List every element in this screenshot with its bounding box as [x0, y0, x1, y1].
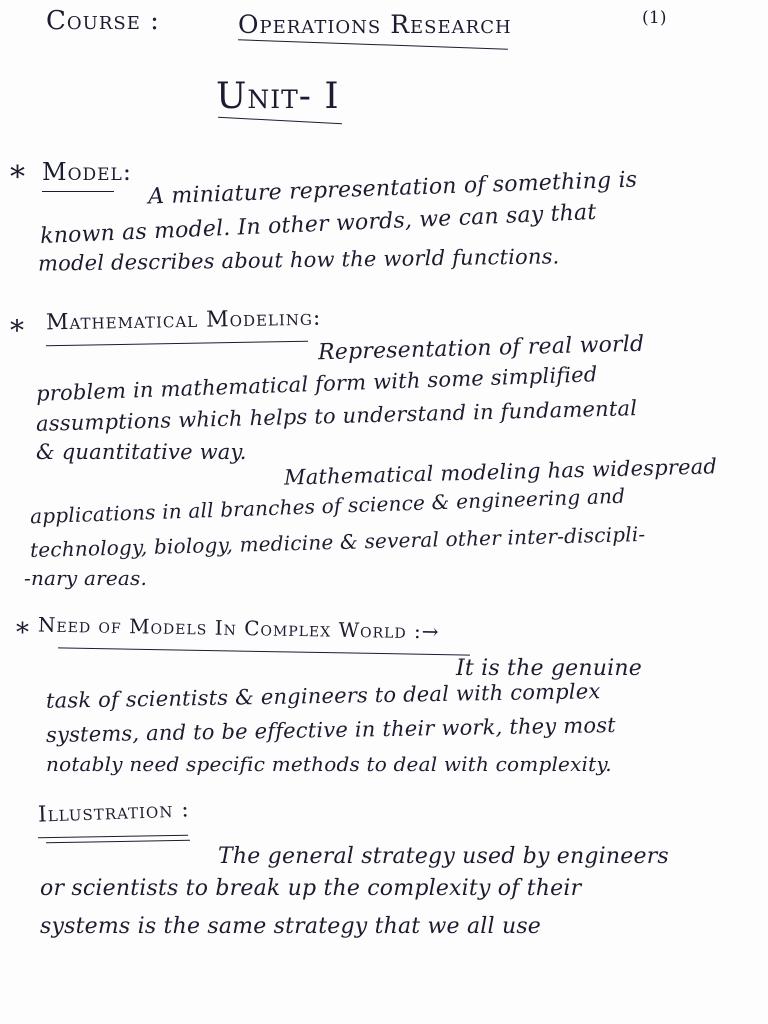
math-model-line-2: problem in mathematical form with some simplified: [35, 362, 598, 406]
math-model-line-8: -nary areas.: [24, 566, 148, 590]
math-model-line-5: Mathematical modeling has widespread: [283, 454, 718, 490]
page-number: (1): [642, 8, 667, 28]
course-name-underline: [238, 39, 508, 49]
illustration-heading-underline-2: [46, 840, 190, 844]
unit-title-underline: [218, 117, 342, 124]
model-heading: Model:: [42, 158, 132, 186]
illustration-line-3: systems is the same strategy that we all use: [40, 914, 542, 939]
model-line-3: model describes about how the world functions.: [37, 244, 560, 276]
math-model-line-3: assumptions which helps to understand in fundamental: [35, 396, 638, 436]
illustration-line-1: The general strategy used by engineers: [218, 844, 669, 869]
math-model-line-7: technology, biology, medicine & several other inter-discipli-: [29, 521, 646, 563]
need-models-line-4: notably need specific methods to deal with complexity.: [46, 752, 612, 776]
need-models-line-1: It is the genuine: [456, 656, 642, 681]
math-model-line-4: & quantitative way.: [36, 440, 247, 464]
need-models-bullet: *: [16, 618, 30, 648]
need-models-line-3: systems, and to be effective in their work, they most: [45, 713, 617, 747]
model-line-2: known as model. In other words, we can say that: [39, 199, 597, 250]
need-models-line-2: task of scientists & engineers to deal with complex: [45, 679, 601, 713]
need-models-heading: Need of Models In Complex World :→: [37, 612, 440, 644]
unit-title: Unit- I: [216, 76, 340, 117]
math-model-line-1: Representation of real world: [317, 331, 645, 366]
illustration-heading-underline: [38, 835, 188, 839]
math-model-line-6: applications in all branches of science & engineering and: [29, 483, 626, 529]
need-models-heading-underline: [58, 647, 470, 655]
math-model-bullet: *: [10, 314, 25, 347]
model-line-1: A miniature representation of something is: [147, 167, 638, 210]
course-label: Course :: [46, 6, 160, 36]
illustration-line-2: or scientists to break up the complexity of their: [40, 876, 582, 901]
model-heading-underline: [42, 191, 114, 192]
illustration-heading: Illustration :: [37, 797, 191, 828]
course-name: Operations Research: [238, 10, 512, 39]
model-bullet: *: [10, 160, 26, 195]
math-model-heading: Mathematical Modeling:: [45, 305, 322, 336]
math-model-heading-underline: [46, 341, 308, 347]
